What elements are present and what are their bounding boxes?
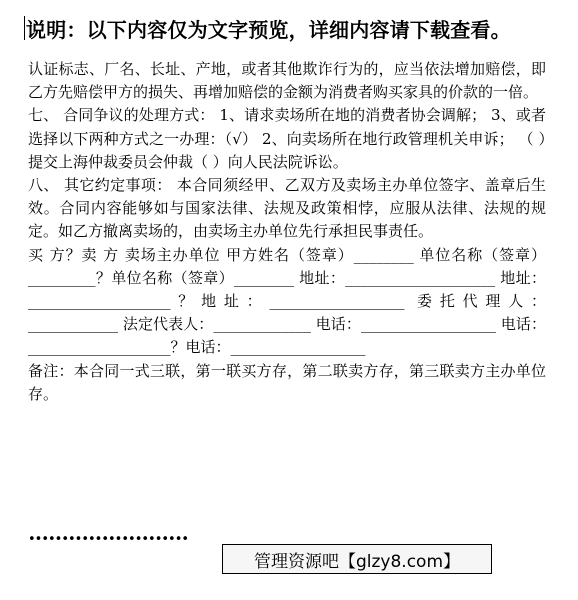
paragraph-signatures: 买 方？卖 方 卖场主办单位 甲方姓名（签章）________ 单位名称（签章）_________？单位名称（签章）________ 地址：____________________ 地址：___________________？地址：__________________ 委托代理人：____________ 法定代表人：_____________ 电话：__________________ 电话：___________________？电话：__________________ xyxy=(28,245,546,357)
document-body xyxy=(28,58,546,406)
paragraph-remarks: 备注：本合同一式三联，第一联买方存，第二联卖方存，第三联卖方主办单位存。 xyxy=(28,361,546,403)
source-link[interactable]: 管理资源吧【glzy8.com】 xyxy=(222,544,492,574)
preview-notice: 说明：以下内容仅为文字预览，详细内容请下载查看。 xyxy=(26,18,511,42)
paragraph-dispute-resolution: 七、 合同争议的处理方式： 1、请求卖场所在地的消费者协会调解； 3、或者选择以下两种方式之一办理：（√） 2、向卖场所在地行政管理机关申诉； （ ）提交上海仲裁委员会仲裁（ ）向人民法院诉讼。 xyxy=(28,106,546,171)
paragraph-compensation: 认证标志、厂名、长址、产地，或者其他欺诈行为的，应当依法增加赔偿，即乙方先赔偿甲方的损失、再增加赔偿的金额为消费者购买家具的价款的一倍。 xyxy=(28,60,546,102)
text-cursor xyxy=(24,16,25,40)
dotted-separator: •••••••••••••••••••••••• xyxy=(28,532,189,547)
paragraph-other-terms: 八、 其它约定事项： 本合同须经甲、乙双方及卖场主办单位签字、盖章后生效。合同内容能够如与国家法律、法规及政策相悖，应服从法律、法规的规定。如乙方撤离卖场的，由卖场主办单位先行承担民事责任。 xyxy=(28,176,546,241)
